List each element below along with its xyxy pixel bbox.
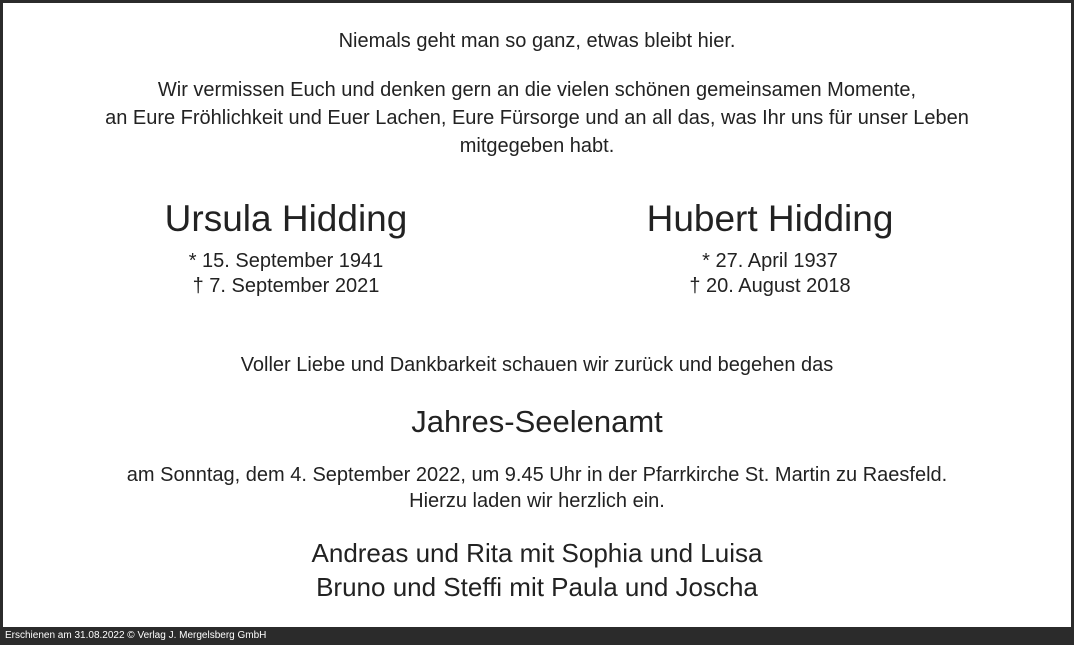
publication-footer: Erschienen am 31.08.2022 © Verlag J. Mergelsberg GmbH (0, 627, 1074, 645)
intro-line-1: Wir vermissen Euch und denken gern an die vielen schönen gemeinsamen Momente, (157, 79, 917, 101)
deceased-name: Ursula Hidding (164, 198, 408, 239)
intro-line-3: mitgegeben habt. (459, 135, 615, 157)
birth-date: * 15. September 1941 (188, 250, 384, 272)
deceased-ursula (136, 198, 436, 298)
family-line-2: Bruno und Steffi mit Paula und Joscha (316, 572, 758, 602)
family-line-1: Andreas und Rita mit Sophia und Luisa (311, 538, 763, 568)
death-date: † 20. August 2018 (689, 275, 851, 297)
deceased-hubert (620, 198, 920, 298)
mass-details: am Sonntag, dem 4. September 2022, um 9.45 Uhr in der Pfarrkirche St. Martin zu Raesfeld. (126, 464, 948, 486)
mass-title: Jahres-Seelenamt (411, 404, 663, 439)
death-date: † 7. September 2021 (192, 275, 380, 297)
birth-date: * 27. April 1937 (702, 250, 838, 272)
remembrance-text: Voller Liebe und Dankbarkeit schauen wir zurück und begehen das (240, 354, 834, 376)
motto: Niemals geht man so ganz, etwas bleibt hier. (338, 30, 736, 52)
invitation-text: Hierzu laden wir herzlich ein. (409, 490, 665, 512)
intro-line-2: an Eure Fröhlichkeit und Euer Lachen, Eure Fürsorge und an all das, was Ihr uns für unser Leben (105, 107, 969, 129)
obituary-notice (3, 3, 1071, 627)
deceased-name: Hubert Hidding (646, 198, 894, 239)
